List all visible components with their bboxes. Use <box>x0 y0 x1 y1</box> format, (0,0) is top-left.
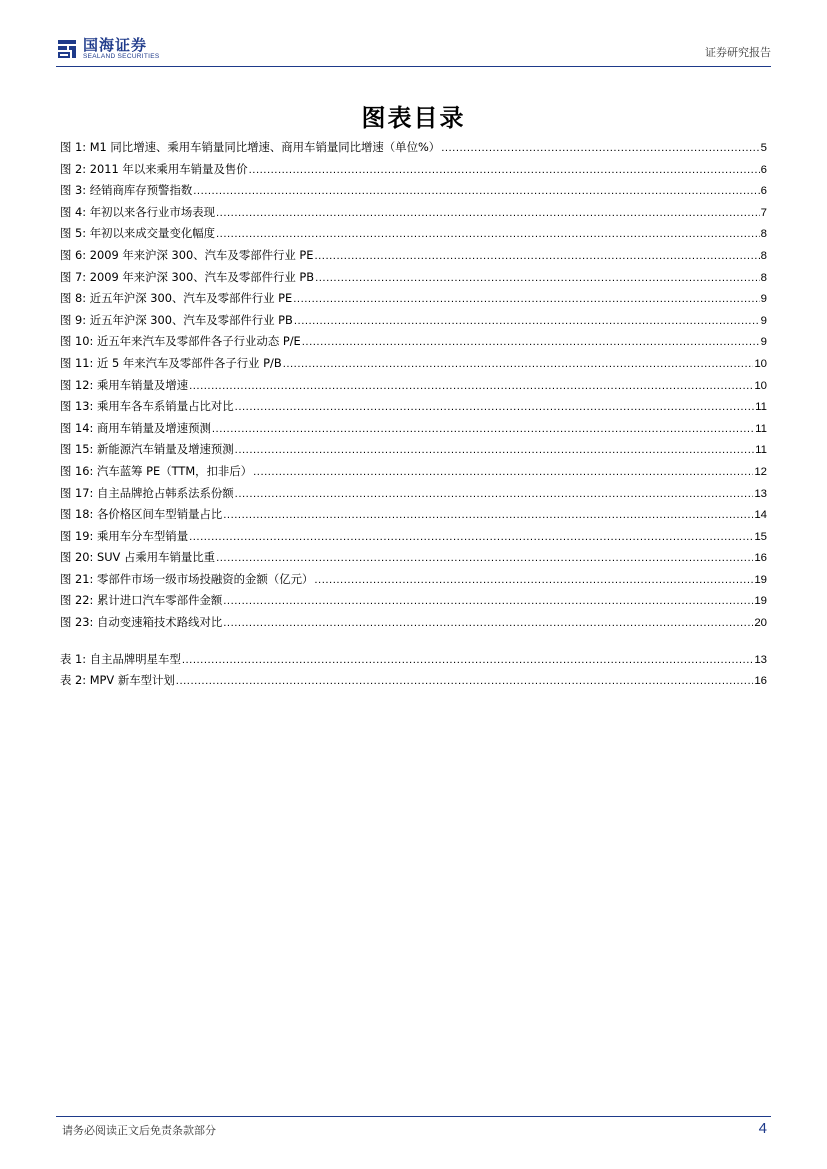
leader-dots <box>314 570 753 592</box>
table-entry-label: 表 2: MPV 新车型计划 <box>60 673 175 688</box>
logo-chinese-name: 国海证券 <box>83 36 148 54</box>
figure-table-of-contents <box>60 137 767 692</box>
leader-dots <box>253 462 753 484</box>
sealand-logo-icon <box>56 37 78 61</box>
figure-entry-label: 图 17: 自主品牌抢占韩系法系份额 <box>60 485 234 500</box>
leader-dots <box>216 224 760 246</box>
figure-entry-label: 图 13: 乘用车各车系销量占比对比 <box>60 399 234 414</box>
figure-entry[interactable] <box>60 461 767 483</box>
leader-dots <box>441 138 759 160</box>
figure-entry[interactable] <box>60 288 767 310</box>
leader-dots <box>235 440 755 462</box>
figure-entry-label: 图 8: 近五年沪深 300、汽车及零部件行业 PE <box>60 291 293 306</box>
figure-entry-page: 5 <box>760 142 767 154</box>
figure-entry[interactable] <box>60 223 767 245</box>
figure-entry-label: 图 6: 2009 年来沪深 300、汽车及零部件行业 PE <box>60 247 314 262</box>
table-list <box>60 649 767 692</box>
figure-entry-label: 图 21: 零部件市场一级市场投融资的金额（亿元） <box>60 571 314 586</box>
figure-entry-page: 10 <box>754 379 767 392</box>
figure-entry-label: 图 9: 近五年沪深 300、汽车及零部件行业 PB <box>60 312 293 327</box>
figure-entry-label: 图 22: 累计进口汽车零部件金额 <box>60 593 223 608</box>
table-entry[interactable] <box>60 649 767 671</box>
figure-entry[interactable] <box>60 526 767 548</box>
figure-entry-page: 6 <box>760 163 767 176</box>
figure-entry-page: 9 <box>760 314 767 327</box>
figure-entry-label: 图 2: 2011 年以来乘用车销量及售价 <box>60 161 248 176</box>
figure-entry-page: 9 <box>760 336 767 349</box>
figure-list <box>60 137 767 634</box>
leader-dots <box>283 354 754 376</box>
figure-entry-label: 图 4: 年初以来各行业市场表现 <box>60 204 216 219</box>
report-type-label: 证券研究报告 <box>705 46 771 59</box>
leader-dots <box>193 181 759 203</box>
figure-entry-page: 14 <box>754 509 767 522</box>
leader-dots <box>223 613 753 635</box>
leader-dots <box>235 484 754 506</box>
figure-entry-label: 图 12: 乘用车销量及增速 <box>60 377 189 392</box>
figure-entry-label: 图 16: 汽车蓝筹 PE（TTM，扣非后） <box>60 463 253 478</box>
leader-dots <box>212 419 754 441</box>
figure-entry-label: 图 10: 近五年来汽车及零部件各子行业动态 P/E <box>60 334 301 349</box>
leader-dots <box>182 650 753 672</box>
leader-dots <box>302 332 760 354</box>
figure-entry-page: 11 <box>755 444 767 457</box>
table-entry-label: 表 1: 自主品牌明星车型 <box>60 651 181 666</box>
figure-entry-page: 10 <box>754 357 767 370</box>
figure-entry-page: 11 <box>755 422 767 435</box>
figure-entry-label: 图 19: 乘用车分车型销量 <box>60 528 189 543</box>
figure-entry-label: 图 14: 商用车销量及增速预测 <box>60 420 211 435</box>
footer-divider <box>56 1116 771 1117</box>
figure-entry[interactable] <box>60 267 767 289</box>
figure-entry[interactable] <box>60 159 767 181</box>
leader-dots <box>176 671 754 693</box>
figure-entry-page: 9 <box>760 293 767 306</box>
figure-entry-page: 8 <box>760 228 767 241</box>
figure-entry[interactable] <box>60 418 767 440</box>
figure-entry-label: 图 1: M1 同比增速、乘用车销量同比增速、商用车销量同比增速（单位%） <box>60 140 441 154</box>
header-divider <box>56 66 771 67</box>
figure-entry-label: 图 7: 2009 年来沪深 300、汽车及零部件行业 PB <box>60 269 315 284</box>
figure-entry[interactable] <box>60 180 767 202</box>
leader-dots <box>293 289 759 311</box>
leader-dots <box>216 548 753 570</box>
page-header <box>56 34 771 64</box>
footer-disclaimer: 请务必阅读正文后免责条款部分 <box>62 1124 216 1137</box>
figure-entry-page: 13 <box>754 487 767 500</box>
figure-entry-page: 16 <box>754 552 767 565</box>
figure-entry-page: 19 <box>754 573 767 586</box>
table-entry-page: 16 <box>754 675 767 688</box>
figure-entry[interactable] <box>60 202 767 224</box>
figure-entry-page: 19 <box>754 595 767 608</box>
figure-entry[interactable] <box>60 331 767 353</box>
figure-entry[interactable] <box>60 547 767 569</box>
page-title: 图表目录 <box>361 103 466 132</box>
figure-entry-page: 8 <box>760 271 767 284</box>
figure-entry[interactable] <box>60 396 767 418</box>
figure-entry[interactable] <box>60 612 767 634</box>
figure-entry-label: 图 3: 经销商库存预警指数 <box>60 183 193 198</box>
leader-dots <box>216 203 760 225</box>
figure-entry[interactable] <box>60 504 767 526</box>
figure-entry-label: 图 15: 新能源汽车销量及增速预测 <box>60 442 234 457</box>
leader-dots <box>315 268 760 290</box>
figure-entry[interactable] <box>60 245 767 267</box>
figure-entry[interactable] <box>60 439 767 461</box>
leader-dots <box>189 527 753 549</box>
figure-entry-label: 图 20: SUV 占乘用车销量比重 <box>60 550 216 565</box>
figure-entry-label: 图 23: 自动变速箱技术路线对比 <box>60 615 223 630</box>
leader-dots <box>294 311 760 333</box>
table-entry-page: 13 <box>754 653 767 666</box>
figure-entry-label: 图 18: 各价格区间车型销量占比 <box>60 507 223 522</box>
figure-entry[interactable] <box>60 353 767 375</box>
figure-entry[interactable] <box>60 310 767 332</box>
figure-entry-page: 11 <box>755 401 767 414</box>
figure-entry-label: 图 11: 近 5 年来汽车及零部件各子行业 P/B <box>60 355 282 370</box>
leader-dots <box>223 591 753 613</box>
leader-dots <box>235 397 755 419</box>
figure-entry[interactable] <box>60 569 767 591</box>
company-logo <box>56 34 160 64</box>
figure-entry-label: 图 5: 年初以来成交量变化幅度 <box>60 226 216 241</box>
page-number: 4 <box>758 1120 767 1137</box>
logo-english-name: SEALAND SECURITIES <box>83 53 160 60</box>
figure-entry-page: 20 <box>754 617 767 630</box>
table-entry[interactable] <box>60 670 767 692</box>
figure-entry[interactable] <box>60 375 767 397</box>
leader-dots <box>223 505 753 527</box>
leader-dots <box>314 246 759 268</box>
figure-entry-page: 15 <box>754 530 767 543</box>
leader-dots <box>249 160 760 182</box>
figure-entry-page: 7 <box>760 206 767 219</box>
figure-entry-page: 12 <box>754 465 767 478</box>
figure-entry-page: 6 <box>760 185 767 198</box>
figure-entry[interactable] <box>60 483 767 505</box>
figure-entry[interactable] <box>60 590 767 612</box>
leader-dots <box>189 376 753 398</box>
figure-entry-page: 8 <box>760 249 767 262</box>
figure-entry[interactable] <box>60 137 767 159</box>
